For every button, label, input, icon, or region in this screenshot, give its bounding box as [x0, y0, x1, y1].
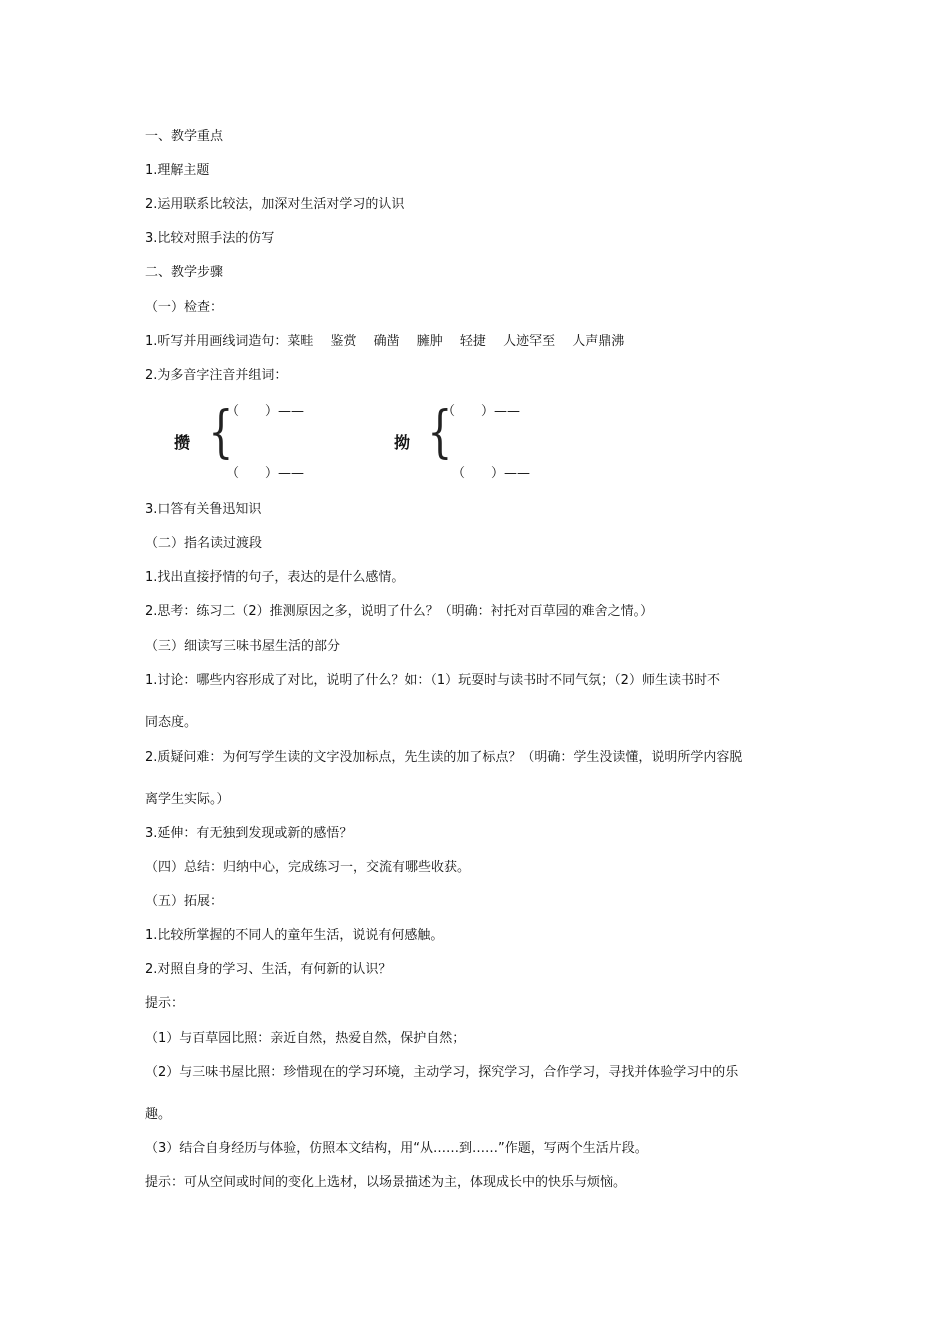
- heading-key-points: 一、教学重点: [145, 129, 224, 144]
- list-item: 3.口答有关鲁迅知识: [145, 502, 262, 517]
- list-item: （1）与百草园比照：亲近自然，热爱自然，保护自然；: [145, 1031, 466, 1046]
- list-item: 1.理解主题: [145, 163, 210, 178]
- list-item: 2.对照自身的学习、生活，有何新的认识？: [145, 962, 392, 977]
- list-item: 2.运用联系比较法，加深对生活对学习的认识: [145, 197, 405, 212]
- hint-text: 提示：可从空间或时间的变化上选材，以场景描述为主，体现成长中的快乐与烦恼。: [145, 1175, 627, 1190]
- list-item: 1.讨论：哪些内容形成了对比，说明了什么？如：（1）玩耍时与读书时不同气氛；（2）师生读书时不: [145, 673, 720, 688]
- section-extension: （五）拓展：: [145, 894, 224, 909]
- list-item: 3.延伸：有无独到发现或新的感悟？: [145, 826, 353, 841]
- section-reading: （三）细读写三味书屋生活的部分: [145, 639, 341, 654]
- section-transition: （二）指名读过渡段: [145, 536, 263, 551]
- list-item-continuation: 离学生实际。）: [145, 792, 230, 807]
- brace-icon: {: [208, 400, 234, 465]
- list-item: 2.为多音字注音并组词：: [145, 368, 288, 383]
- hint-label: 提示：: [145, 996, 185, 1011]
- brace-icon: {: [427, 400, 453, 465]
- heading-steps: 二、教学步骤: [145, 265, 224, 280]
- polyphone-char: 拗: [394, 433, 411, 452]
- list-item: （2）与三味书屋比照：珍惜现在的学习环境，主动学习，探究学习，合作学习，寻找并体验学习中的乐: [145, 1065, 739, 1080]
- list-item: 1.听写并用画线词造句：菜畦 鉴赏 确凿 臃肿 轻捷 人迹罕至 人声鼎沸: [145, 334, 625, 349]
- pinyin-slot: （ ）——: [226, 404, 305, 419]
- polyphone-char: 攒: [174, 433, 191, 452]
- list-item-continuation: 同态度。: [145, 715, 198, 730]
- pinyin-slot: （ ）——: [442, 404, 521, 419]
- pinyin-slot: （ ）——: [452, 466, 531, 481]
- list-item: 1.找出直接抒情的句子，表达的是什么感情。: [145, 570, 405, 585]
- section-summary: （四）总结：归纳中心，完成练习一，交流有哪些收获。: [145, 860, 471, 875]
- list-item-continuation: 趣。: [145, 1107, 172, 1122]
- list-item: 1.比较所掌握的不同人的童年生活，说说有何感触。: [145, 928, 444, 943]
- list-item: 3.比较对照手法的仿写: [145, 231, 275, 246]
- pinyin-slot: （ ）——: [226, 466, 305, 481]
- section-check: （一）检查：: [145, 300, 224, 315]
- list-item: 2.质疑问难：为何写学生读的文字没加标点，先生读的加了标点？（明确：学生没读懂，说明所学内容脱: [145, 750, 743, 765]
- list-item: 2.思考：练习二（2）推测原因之多，说明了什么？（明确：衬托对百草园的难舍之情。）: [145, 604, 654, 619]
- list-item: （3）结合自身经历与体验，仿照本文结构，用“从……到……”作题，写两个生活片段。: [145, 1141, 648, 1156]
